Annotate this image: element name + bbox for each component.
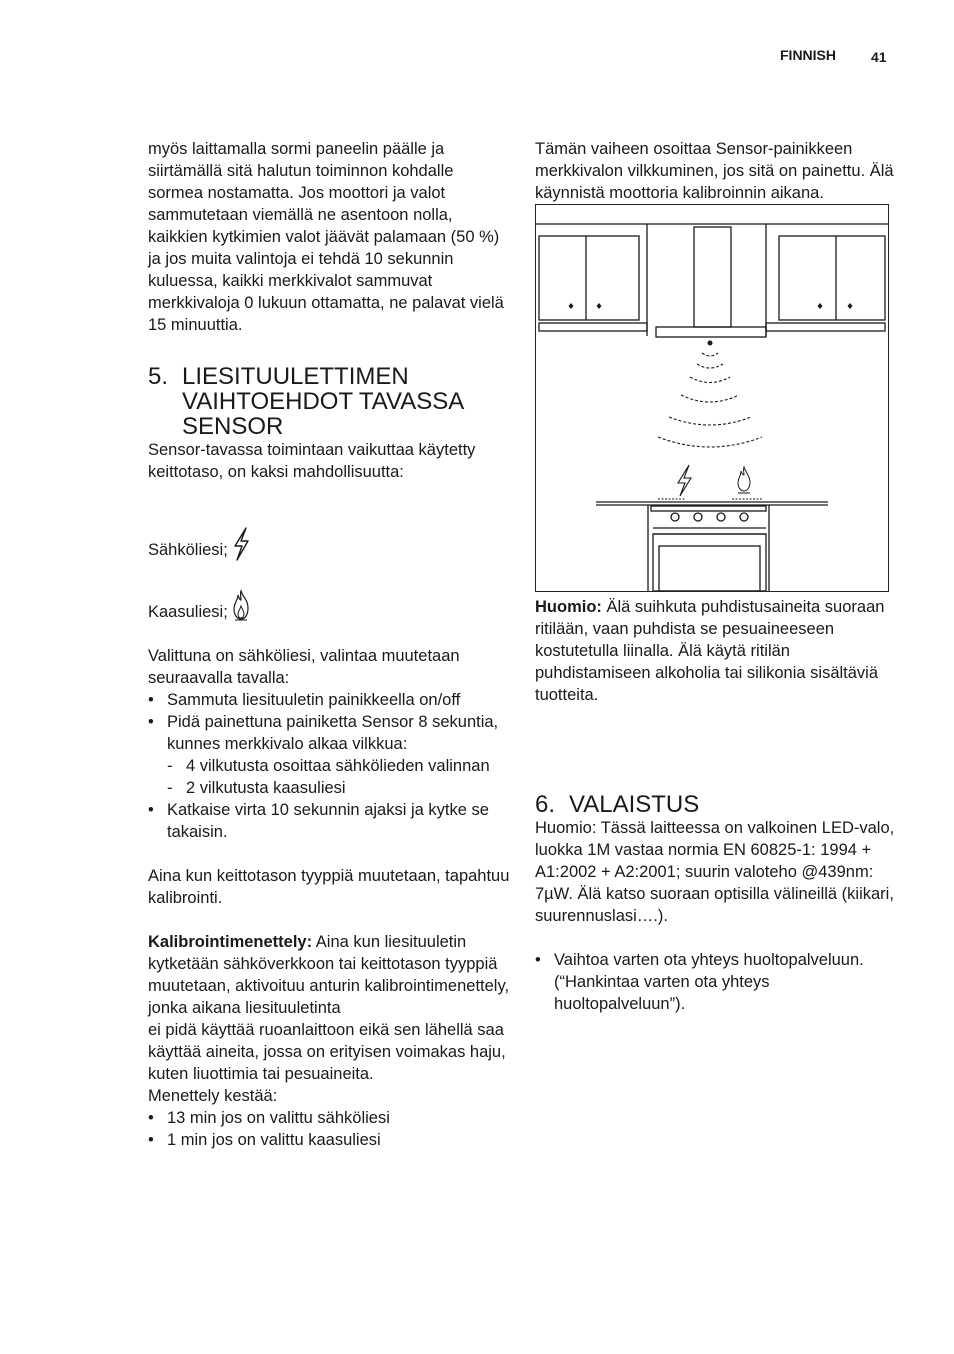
- left-column: [148, 138, 510, 1151]
- page-number: 41: [871, 49, 887, 65]
- list-item: - 2 vilkutusta kaasuliesi: [167, 777, 510, 799]
- list-item: • Sammuta liesituuletin painikkeella on/off: [148, 689, 510, 711]
- section-5-title: LIESITUULETTIMEN VAIHTOEHDOT TAVASSA SENSOR: [182, 363, 463, 440]
- electric-hob-label: Sähköliesi;: [148, 541, 228, 559]
- duration-list: [148, 1107, 510, 1151]
- selection-intro: Valittuna on sähköliesi, valintaa muutetaan seuraavalla tavalla:: [148, 647, 460, 687]
- gas-hob-line: [148, 589, 510, 623]
- right-intro: Tämän vaiheen osoittaa Sensor-painikkeen merkkivalon vilkkuminen, jos sitä on painettu. Älä käynnistä moottoria kalibroinnin aikana.: [535, 140, 894, 202]
- sub-steps: [167, 755, 510, 799]
- list-item: • 1 min jos on valittu kaasuliesi: [148, 1129, 510, 1151]
- selection-steps: [148, 689, 510, 843]
- section-6-title: VALAISTUS: [569, 791, 700, 818]
- section-5-number: 5.: [148, 363, 169, 390]
- section-6-list: [535, 949, 895, 1015]
- list-item: • Katkaise virta 10 sekunnin ajaksi ja kytke se takaisin.: [148, 799, 510, 843]
- list-item: - 4 vilkutusta osoittaa sähkölieden valinnan: [167, 755, 510, 777]
- kitchen-illustration: [535, 204, 889, 592]
- intro-paragraph: myös laittamalla sormi paneelin päälle ja siirtämällä sitä halutun toiminnon kohdalle sormea nostamatta. Jos moottori ja valot sammutetaan viemällä ne asentoon nolla, kaikkien kytkimien valot jäävät palamaan (50 %) ja jos muita valintoja ei tehdä 10 sekunnin kuluessa, kaikki merkkivalot sammuvat merkkivaloja 0 lukuun ottamatta, ne palavat vielä 15 minuuttia.: [148, 140, 504, 334]
- header-language: FINNISH: [780, 47, 836, 63]
- procedure-paragraph-2: ei pidä käyttää ruoanlaittoon eikä sen lähellä saa käyttää aineita, jossa on erityisen voimakas haju, kuten liuottimia tai pesuaineita.: [148, 1021, 506, 1083]
- calibration-note: Aina kun keittotason tyyppiä muutetaan, tapahtuu kalibrointi.: [148, 867, 510, 907]
- procedure-label: Kalibrointimenettely:: [148, 933, 313, 951]
- list-item: • 13 min jos on valittu sähköliesi: [148, 1107, 510, 1129]
- section-5-intro: Sensor-tavassa toimintaan vaikuttaa käytetty keittotaso, on kaksi mahdollisuutta:: [148, 441, 476, 481]
- procedure-text: Aina kun liesituuletin kytketään sähköverkkoon tai keittotason tyyppiä muutetaan, aktivoituu anturin kalibrointimenettely, jonka aikana liesituuletinta: [148, 933, 510, 1017]
- section-5-heading: [148, 364, 510, 439]
- flame-icon: [232, 589, 250, 623]
- section-6-text: Huomio: Tässä laitteessa on valkoinen LED-valo, luokka 1M vastaa normia EN 60825-1: 1994 + A1:2002 + A2:2001; suurin valoteho @439nm: 7µW. Älä katso suoraan optisilla välineillä (kiikari, suurennuslasi….).: [535, 819, 895, 925]
- electric-hob-line: [148, 527, 510, 561]
- section-6-number: 6.: [535, 791, 556, 818]
- caution-paragraph: [535, 596, 895, 706]
- hood-sensor-diagram: [536, 205, 888, 591]
- list-item-text: Pidä painettuna painiketta Sensor 8 sekuntia, kunnes merkkivalo alkaa vilkkua:: [167, 713, 499, 753]
- section-6-heading: [535, 792, 895, 817]
- lightning-icon: [232, 527, 250, 561]
- procedure-paragraph: [148, 931, 510, 1019]
- list-item: [148, 711, 510, 799]
- caution-text: Älä suihkuta puhdistusaineita suoraan ritilään, vaan puhdista se pesuaineeseen kostutetulla liinalla. Älä käytä ritilän puhdistamiseen alkoholia tai silikonia sisältäviä tuotteita.: [535, 598, 885, 704]
- right-column: [535, 138, 895, 1015]
- gas-hob-label: Kaasuliesi;: [148, 603, 228, 621]
- list-item: • Vaihtoa varten ota yhteys huoltopalveluun. (“Hankintaa varten ota yhteys huoltopalveluun”).: [535, 949, 895, 1015]
- caution-label: Huomio:: [535, 598, 602, 616]
- duration-label: Menettely kestää:: [148, 1087, 278, 1105]
